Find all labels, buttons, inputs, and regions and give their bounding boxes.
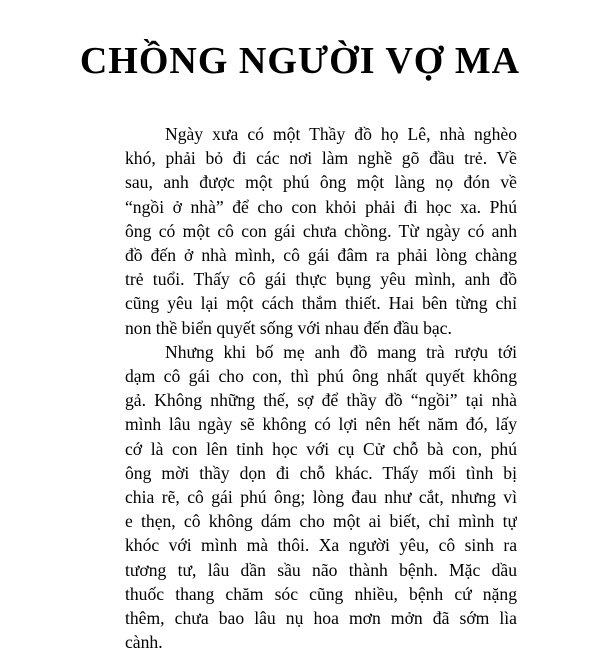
text-line: khó, phải bỏ đi các nơi làm nghề gõ đầu trẻ. Về [125, 148, 517, 169]
text-line: cũng yêu lại một cách thắm thiết. Hai bên từng chỉ [125, 293, 517, 314]
text-line: thêm, chưa bao lâu nụ hoa mơn mởn đã sớm lìa [125, 608, 517, 629]
text-line: non thề biển quyết sống với nhau đến đầu bạc. [125, 317, 452, 338]
text-line: mình lâu ngày sẽ không có lợi nên hết năm đó, lấy [125, 414, 517, 435]
text-line: đồ đến ở nhà mình, cô gái đâm ra phải lòng chàng [125, 245, 517, 266]
text-line: Ngày xưa có một Thầy đồ họ Lê, nhà nghèo [165, 124, 517, 144]
text-line: cớ là con lên tỉnh học với cụ Cử chỗ bà con, phú [125, 438, 517, 459]
chapter-title: CHỒNG NGƯỜI VỢ MA [79, 40, 521, 82]
text-line: gả. Không những thế, sợ để thầy đồ “ngồi” tại nhà [125, 390, 517, 411]
text-line: sau, anh được một phú ông một làng nọ đón về [125, 172, 517, 193]
text-line: Nhưng khi bố mẹ anh đồ mang trà rượu tới [165, 341, 517, 362]
text-line: dạm cô gái cho con, thì phú ông nhất quyết không [125, 366, 517, 387]
text-line: chia rẽ, cô gái phú ông; lòng đau như cắt, nhưng vì [125, 487, 517, 508]
paragraph-1 [85, 122, 517, 340]
paragraph-2 [85, 340, 517, 654]
text-line: thuốc thang chăm sóc cũng nhiều, bệnh cứ nặng [125, 583, 517, 604]
story-body [85, 122, 517, 654]
text-line: khóc với mình mà thôi. Xa người yêu, cô sinh ra [125, 535, 517, 556]
text-line: e thẹn, cô không dám cho một ai biết, chỉ mình tự [125, 511, 517, 532]
text-line: tương tư, lâu dần sầu não thành bệnh. Mặc dầu [125, 559, 517, 580]
text-line: cành. [125, 632, 163, 653]
text-line: trẻ tuổi. Thấy cô gái thực bụng yêu mình, anh đồ [125, 269, 517, 290]
text-line: ông có một cô con gái chưa chồng. Từ ngày có anh [125, 220, 517, 241]
text-line: “ngồi ở nhà” để cho con khỏi phải đi học xa. Phú [125, 196, 517, 217]
text-line: ông mời thầy dọn đi chỗ khác. Thấy mối tình bị [125, 462, 517, 483]
